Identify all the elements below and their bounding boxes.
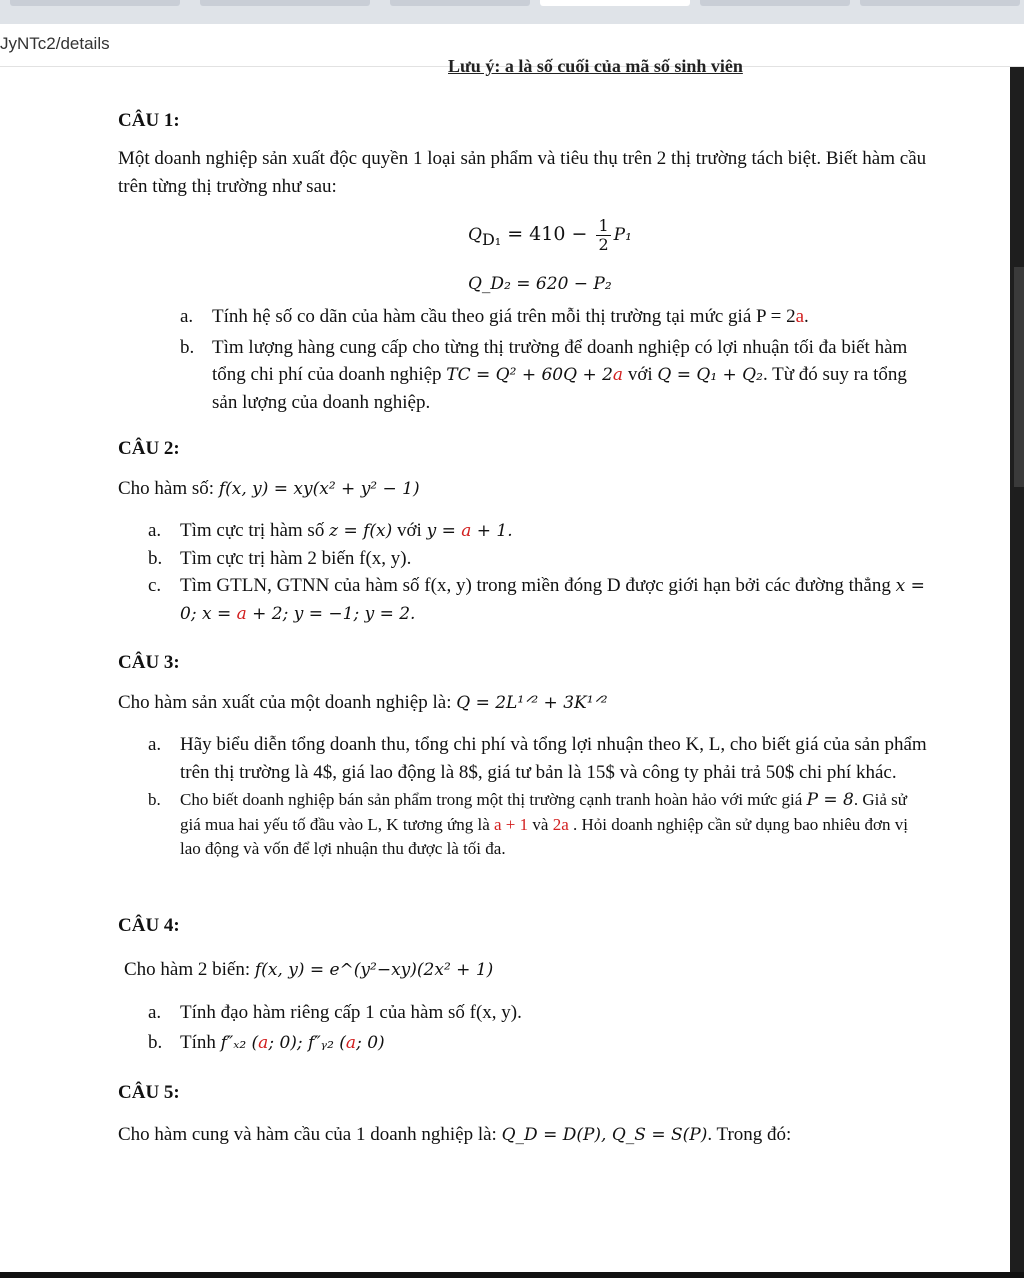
question-5-intro: Cho hàm cung và hàm cầu của 1 doanh nghiệp là: Q_D = D(P), Q_S = S(P). Trong đó: — [118, 1124, 792, 1145]
address-url[interactable]: JyNTc2/details — [0, 34, 110, 53]
question-1-title: CÂU 1: — [118, 110, 180, 131]
scrollbar-thumb[interactable] — [1014, 267, 1024, 487]
browser-tab[interactable] — [10, 0, 180, 6]
demand-equation-1: $Q_{D_1} = 410$ − $\frac{1}{2}$ P₁ — [468, 216, 632, 254]
student-id-note: Lưu ý: a là số cuối của mã số sinh viên — [448, 56, 743, 76]
question-4-item-b: b. Tính f″ₓ₂ (a; 0); f″ᵧ₂ (a; 0) — [148, 1031, 385, 1053]
question-3-items — [148, 731, 930, 862]
question-2-item-c: c. Tìm GTLN, GTNN của hàm số f(x, y) trong miền đóng D được giới hạn bởi các đường thẳng x = 0; x = a + 2; y = −1; y = 2. — [148, 575, 925, 624]
question-1-items — [180, 303, 930, 416]
question-2-item-a: a. Tìm cực trị hàm số z = f(x) với y = a + 1. — [148, 520, 513, 541]
browser-tab[interactable] — [860, 0, 1020, 6]
question-2-item-b: b. Tìm cực trị hàm 2 biến f(x, y). — [148, 547, 412, 569]
window-right-edge — [1010, 67, 1024, 1278]
document-page — [0, 56, 1010, 1272]
question-4-title: CÂU 4: — [118, 915, 180, 936]
window-bottom-edge — [0, 1272, 1024, 1278]
question-5-title: CÂU 5: — [118, 1082, 180, 1103]
question-4-items — [148, 999, 930, 1056]
browser-tab[interactable] — [200, 0, 370, 6]
browser-tab-strip — [0, 0, 1024, 24]
question-3-intro: Cho hàm sản xuất của một doanh nghiệp là: Q = 2L¹ᐟ² + 3K¹ᐟ² — [118, 692, 608, 713]
browser-tab-active[interactable] — [540, 0, 690, 6]
question-3-item-b: b. Cho biết doanh nghiệp bán sản phẩm trong một thị trường cạnh tranh hoàn hảo với mức giá P = 8. Giả sử giá mua hai yếu tố đầu vào L, K tương ứng là a + 1 và 2a . Hỏi doanh nghiệp cần sử dụng bao nhiêu đơn vị lao động và vốn để lợi nhuận thu được là tối đa. — [148, 790, 908, 859]
question-3-item-a: a. Hãy biểu diễn tổng doanh thu, tổng chi phí và tổng lợi nhuận theo K, L, cho biết giá của sản phẩm trên thị trường là 4$, giá lao động là 8$, giá tư bản là 15$ và công ty phải trả 50$ chi phí khác. — [148, 734, 927, 783]
browser-tab[interactable] — [390, 0, 530, 6]
question-1-intro: Một doanh nghiệp sản xuất độc quyền 1 loại sản phẩm và tiêu thụ trên 2 thị trường tách biệt. Biết hàm cầu trên từng thị trường như sau: — [118, 148, 927, 197]
browser-tab[interactable] — [700, 0, 850, 6]
question-2-items — [148, 517, 930, 627]
demand-equation-2: Q_D₂ = 620 − P₂ — [468, 274, 612, 294]
question-1-item-a: a. Tính hệ số co dãn của hàm cầu theo giá trên mỗi thị trường tại mức giá P = 2a. — [180, 306, 809, 327]
question-4-item-a: a. Tính đạo hàm riêng cấp 1 của hàm số f(x, y). — [148, 1002, 522, 1023]
question-4-intro: Cho hàm 2 biến: f(x, y) = e^(y²−xy)(2x² + 1) — [124, 959, 494, 980]
question-1-item-b: b. Tìm lượng hàng cung cấp cho từng thị trường để doanh nghiệp có lợi nhuận tối đa biết hàm tổng chi phí của doanh nghiệp TC = Q² + 60Q + 2a với Q = Q₁ + Q₂. Từ đó suy ra tổng sản lượng của doanh nghiệp. — [180, 336, 908, 413]
question-2-intro: Cho hàm số: f(x, y) = xy(x² + y² − 1) — [118, 478, 420, 499]
question-2-title: CÂU 2: — [118, 438, 180, 459]
question-3-title: CÂU 3: — [118, 652, 180, 673]
